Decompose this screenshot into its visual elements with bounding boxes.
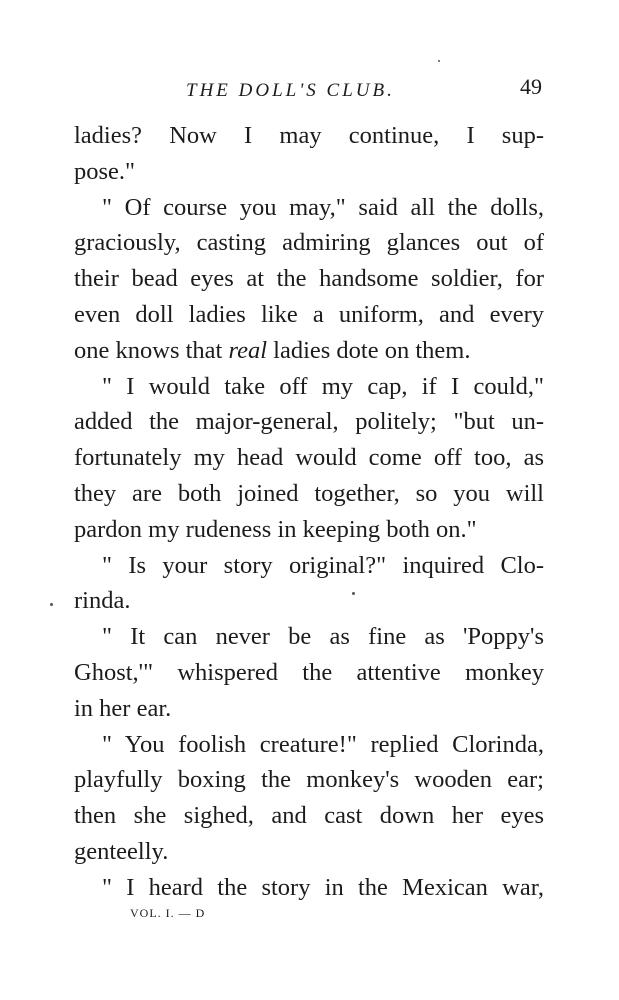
text-line: graciously, casting admiring glances out of [74,229,544,257]
text-line: pose." [74,157,136,185]
text-line: playfully boxing the monkey's wooden ear; [74,766,544,794]
print-speck [50,603,53,606]
text-line: " It can never be as fine as 'Poppy's [102,623,544,651]
text-line: fortunately my head would come off too, as [74,444,544,472]
page-header [74,74,544,108]
running-head: THE DOLL'S CLUB. [186,80,395,101]
text-line: genteelly. [74,837,169,865]
text-line: they are both joined together, so you will [74,479,544,507]
text-line: Ghost,'" whispered the attentive monkey [74,658,544,686]
italic-word: real [228,336,268,364]
text-line: " Is your story original?" inquired Clo- [102,551,544,579]
text-line: then she sighed, and cast down her eyes [74,802,544,830]
text-line: added the major-general, politely; "but un- [74,408,544,436]
text-line: even doll ladies like a uniform, and every [74,300,544,328]
text-line: " Of course you may," said all the dolls, [102,193,544,221]
print-speck [352,592,355,595]
text-line: rinda. [74,587,131,615]
text-line: in her ear. [74,694,172,722]
page-number: 49 [520,74,542,99]
print-speck [438,60,440,62]
signature-mark: VOL. I. — D [130,906,206,920]
text-segment: one knows that [74,336,229,364]
text-line: " I heard the story in the Mexican war, [102,873,544,901]
text-line: " I would take off my cap, if I could," [102,372,544,400]
text-line: ladies? Now I may continue, I sup- [74,122,544,149]
text-line-with-italic [74,333,544,369]
text-line: their bead eyes at the handsome soldier, for [74,265,544,293]
body-text [74,118,544,906]
text-line: pardon my rudeness in keeping both on." [74,515,477,543]
text-segment: ladies dote on them. [267,336,471,364]
text-line: " You foolish creature!" replied Clorinda, [102,730,544,758]
